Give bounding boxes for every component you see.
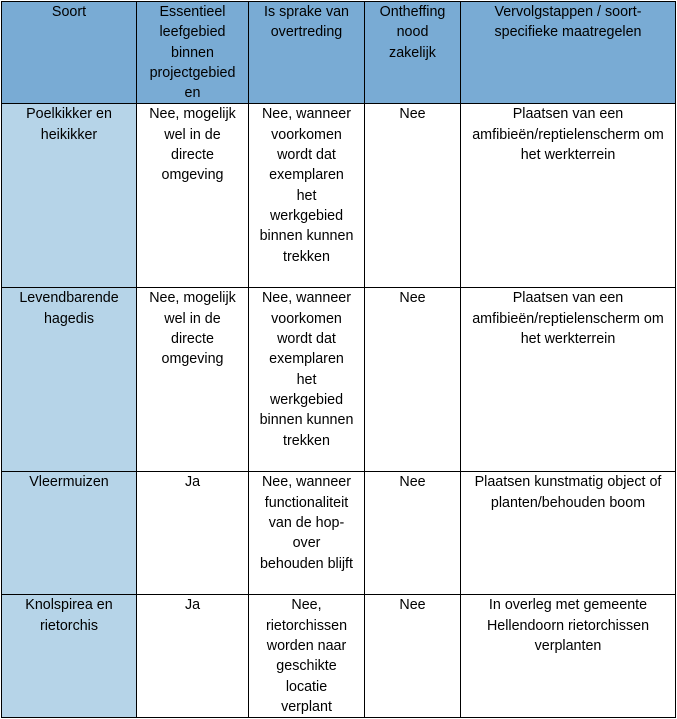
cell-leefgebied: Ja bbox=[137, 595, 249, 718]
cell-leefgebied: Ja bbox=[137, 472, 249, 595]
cell-overtreding: Nee, rietorchissen worden naar geschikte locatie verplant bbox=[249, 595, 365, 718]
cell-leefgebied: Nee, mogelijk wel in de directe omgeving bbox=[137, 288, 249, 472]
header-ontheffing: Ontheffing nood zakelijk bbox=[365, 2, 461, 104]
cell-soort: Poelkikker en heikikker bbox=[2, 104, 137, 288]
cell-overtreding: Nee, wanneer voorkomen wordt dat exemplaren het werkgebied binnen kunnen trekken bbox=[249, 104, 365, 288]
cell-soort: Levendbarende hagedis bbox=[2, 288, 137, 472]
table-row bbox=[2, 472, 676, 595]
cell-maatregelen: Plaatsen van een amfibieën/reptielenscherm om het werkterrein bbox=[461, 104, 676, 288]
cell-maatregelen: In overleg met gemeente Hellendoorn rietorchissen verplanten bbox=[461, 595, 676, 718]
table-header-row bbox=[2, 2, 676, 104]
header-leefgebied: Essentieel leefgebied binnen projectgebied en bbox=[137, 2, 249, 104]
species-measures-table bbox=[1, 1, 676, 718]
cell-leefgebied: Nee, mogelijk wel in de directe omgeving bbox=[137, 104, 249, 288]
cell-ontheffing: Nee bbox=[365, 472, 461, 595]
table-row bbox=[2, 104, 676, 288]
cell-ontheffing: Nee bbox=[365, 595, 461, 718]
cell-maatregelen: Plaatsen kunstmatig object of planten/behouden boom bbox=[461, 472, 676, 595]
table-row bbox=[2, 288, 676, 472]
cell-ontheffing: Nee bbox=[365, 288, 461, 472]
header-soort: Soort bbox=[2, 2, 137, 104]
table-row bbox=[2, 595, 676, 718]
cell-overtreding: Nee, wanneer voorkomen wordt dat exemplaren het werkgebied binnen kunnen trekken bbox=[249, 288, 365, 472]
cell-soort: Vleermuizen bbox=[2, 472, 137, 595]
cell-maatregelen: Plaatsen van een amfibieën/reptielenscherm om het werkterrein bbox=[461, 288, 676, 472]
header-overtreding: Is sprake van overtreding bbox=[249, 2, 365, 104]
cell-overtreding: Nee, wanneer functionaliteit van de hop-over behouden blijft bbox=[249, 472, 365, 595]
cell-ontheffing: Nee bbox=[365, 104, 461, 288]
cell-soort: Knolspirea en rietorchis bbox=[2, 595, 137, 718]
header-maatregelen: Vervolgstappen / soort-specifieke maatregelen bbox=[461, 2, 676, 104]
